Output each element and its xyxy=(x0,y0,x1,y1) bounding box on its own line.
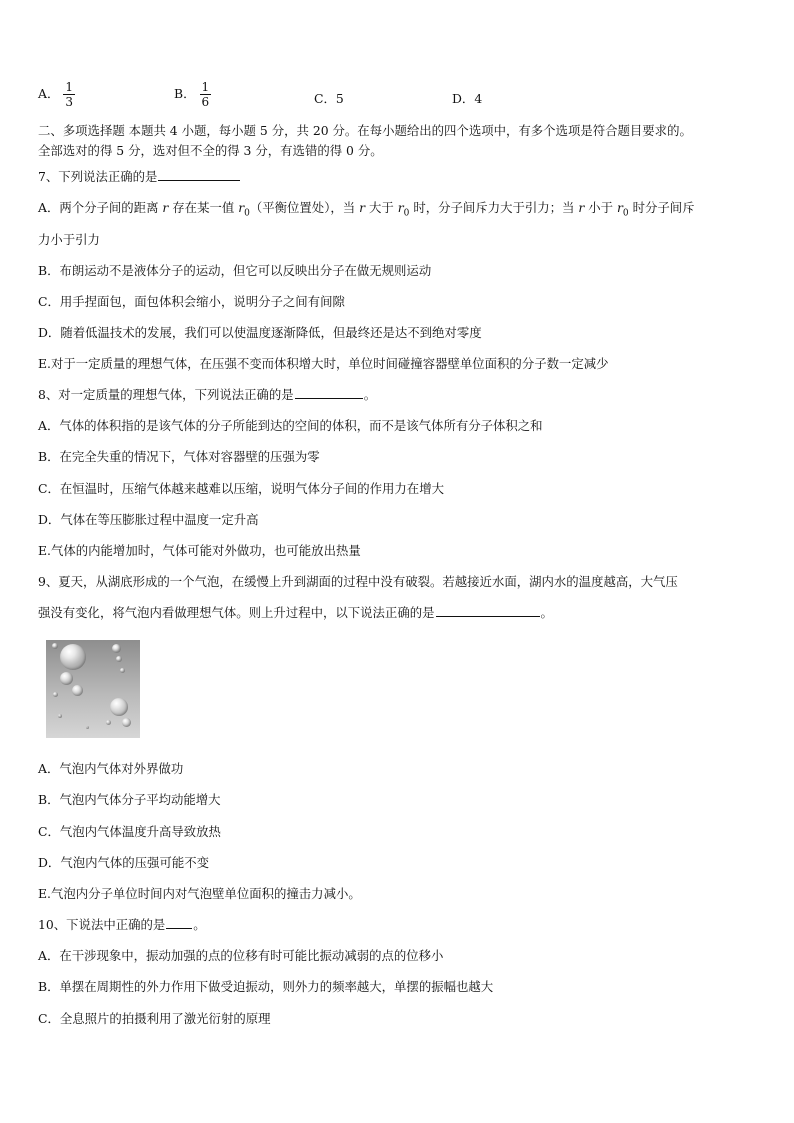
q10-stem xyxy=(38,915,206,933)
q9-stem-end: 。 xyxy=(540,605,553,620)
subscript: 0 xyxy=(622,208,629,219)
bubble xyxy=(116,656,122,662)
q10-option-b: B．单摆在周期性的外力作用下做受迫振动，则外力的频率越大，单摆的振幅也越大 xyxy=(38,979,494,994)
q6-option-b xyxy=(174,80,211,109)
q8-stem-end: 。 xyxy=(363,387,377,402)
bubbles-image xyxy=(46,640,140,738)
answer-blank xyxy=(166,916,192,929)
fraction-denominator: 6 xyxy=(201,95,210,109)
bubble xyxy=(60,644,86,670)
variable-r0: r xyxy=(616,200,623,215)
bubble xyxy=(120,668,125,673)
q8-stem-text: 8、对一定质量的理想气体，下列说法正确的是 xyxy=(38,387,294,402)
bubble xyxy=(122,718,131,727)
bubble xyxy=(112,644,121,653)
fraction-numerator: 1 xyxy=(65,80,73,94)
fraction-numerator: 1 xyxy=(201,80,210,94)
q7-option-e: E.对于一定质量的理想气体，在压强不变而体积增大时，单位时间碰撞容器壁单位面积的分子数一定减少 xyxy=(38,356,609,371)
subscript: 0 xyxy=(244,208,250,219)
bubble xyxy=(72,685,83,696)
q8-option-e: E.气体的内能增加时，气体可能对外做功，也可能放出热量 xyxy=(38,543,361,558)
text-segment: A．两个分子间的距离 xyxy=(38,200,163,215)
answer-blank xyxy=(436,604,540,617)
answer-blank xyxy=(295,386,363,399)
q7-option-a xyxy=(38,198,695,218)
q6-option-d: D．4 xyxy=(452,91,483,106)
q7-option-c: C．用手捏面包，面包体积会缩小，说明分子之间有间隙 xyxy=(38,294,345,309)
q8-option-d: D．气体在等压膨胀过程中温度一定升高 xyxy=(38,512,259,527)
q7-option-a-continued: 力小于引力 xyxy=(38,232,100,247)
q10-option-c: C．全息照片的拍摄利用了激光衍射的原理 xyxy=(38,1011,271,1026)
q9-stem-text: 强没有变化，将气泡内看做理想气体。则上升过程中，以下说法正确的是 xyxy=(38,605,435,620)
variable-r0: r xyxy=(238,200,245,215)
variable-r0: r xyxy=(397,200,404,215)
text-segment: 时，分子间斥力大于引力；当 xyxy=(409,200,579,215)
bubble xyxy=(60,672,73,685)
bubble xyxy=(58,714,62,718)
section2-line1: 二、多项选择题 本题共 4 小题，每小题 5 分，共 20 分。在每小题给出的四个选项中，有多个选项是符合题目要求的。 xyxy=(38,123,692,138)
q10-option-a: A．在干涉现象中，振动加强的点的位移有时可能比振动减弱的点的位移小 xyxy=(38,948,444,963)
q6-option-a xyxy=(38,80,75,109)
variable-r: r xyxy=(162,200,169,215)
subscript: 0 xyxy=(403,208,410,219)
variable-r: r xyxy=(359,200,366,215)
q7-stem-text: 7、下列说法正确的是 xyxy=(38,169,158,184)
text-segment: 大于 xyxy=(365,200,398,215)
q7-option-b: B．布朗运动不是液体分子的运动，但它可以反映出分子在做无规则运动 xyxy=(38,263,432,278)
q8-option-b: B．在完全失重的情况下，气体对容器壁的压强为零 xyxy=(38,449,320,464)
fraction xyxy=(200,80,212,109)
bubble xyxy=(86,726,89,729)
section2-line2: 全部选对的得 5 分，选对但不全的得 3 分，有选错的得 0 分。 xyxy=(38,143,383,158)
q7-stem xyxy=(38,167,241,185)
bubble xyxy=(53,692,58,697)
text-segment: （平衡位置处），当 xyxy=(249,200,360,215)
option-label: B． xyxy=(174,86,196,101)
fraction-denominator: 3 xyxy=(65,95,73,109)
variable-r: r xyxy=(578,200,585,215)
bubble xyxy=(106,720,111,725)
q10-stem-text: 10、下说法中正确的是 xyxy=(38,917,166,932)
bubble xyxy=(110,698,128,716)
q9-option-e: E.气泡内分子单位时间内对气泡壁单位面积的撞击力减小。 xyxy=(38,886,361,901)
bubble xyxy=(52,643,58,649)
q8-stem xyxy=(38,385,376,403)
q8-option-c: C．在恒温时，压缩气体越来越难以压缩，说明气体分子间的作用力在增大 xyxy=(38,481,444,496)
q10-stem-end: 。 xyxy=(193,917,206,932)
q9-stem-line1: 9、夏天，从湖底形成的一个气泡，在缓慢上升到湖面的过程中没有破裂。若越接近水面，湖内水的温度越高，大气压 xyxy=(38,574,678,589)
q9-option-b: B．气泡内气体分子平均动能增大 xyxy=(38,792,221,807)
q6-option-c: C．5 xyxy=(314,91,344,106)
q8-option-a: A．气体的体积指的是该气体的分子所能到达的空间的体积，而不是该气体所有分子体积之和 xyxy=(38,418,543,433)
answer-blank xyxy=(158,168,240,181)
q9-stem-line2 xyxy=(38,603,553,621)
q9-option-d: D．气泡内气体的压强可能不变 xyxy=(38,855,210,870)
q9-option-c: C．气泡内气体温度升高导致放热 xyxy=(38,824,221,839)
q7-option-d: D．随着低温技术的发展，我们可以使温度逐渐降低，但最终还是达不到绝对零度 xyxy=(38,325,482,340)
text-segment: 存在某一值 xyxy=(168,200,239,215)
q9-option-a: A．气泡内气体对外界做功 xyxy=(38,761,184,776)
text-segment: 时分子间斥 xyxy=(628,200,695,215)
fraction xyxy=(63,80,75,109)
option-label: A． xyxy=(38,86,60,101)
text-segment: 小于 xyxy=(584,200,617,215)
